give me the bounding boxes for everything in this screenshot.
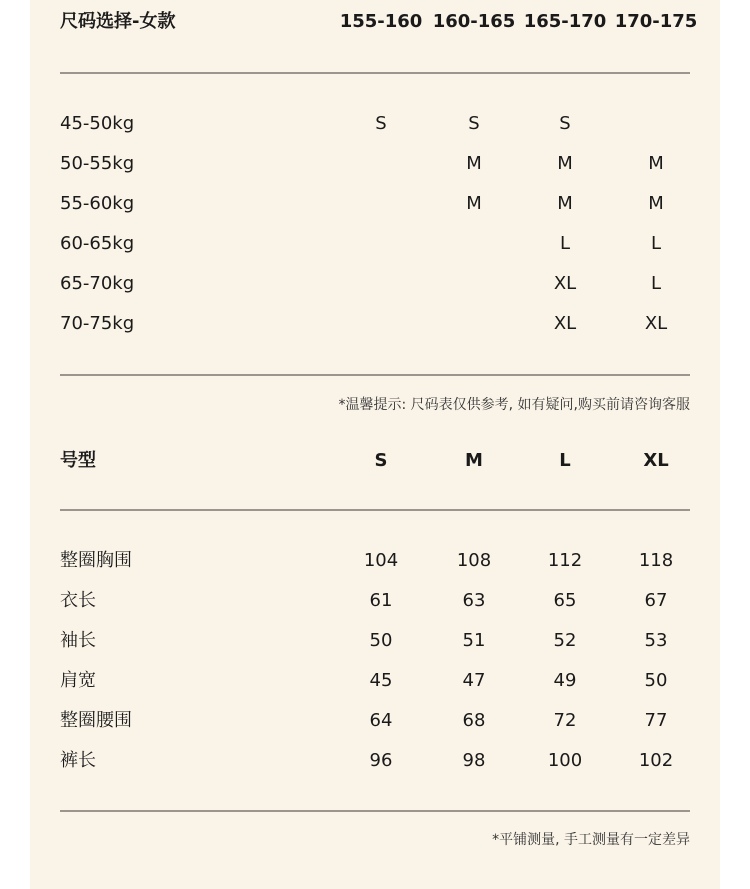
size-cell: XL [553, 273, 577, 294]
measurement-value: 67 [644, 590, 668, 611]
size-cell: M [557, 193, 573, 214]
weight-label: 70-75kg [60, 313, 135, 334]
size-cell: M [557, 153, 573, 174]
measurement-value: 61 [369, 590, 393, 611]
measurement-value: 102 [638, 750, 674, 771]
measurement-value: 98 [462, 750, 486, 771]
divider [60, 810, 690, 812]
measurement-value: 65 [553, 590, 577, 611]
weight-row [60, 309, 690, 339]
measurement-row [60, 706, 690, 736]
size-cell: L [559, 233, 571, 254]
size-type-label: 号型 [60, 450, 96, 471]
measurement-value: 118 [638, 550, 674, 571]
height-range: 160-165 [432, 11, 516, 32]
weight-row [60, 269, 690, 299]
size-header: S [374, 450, 388, 471]
measurement-value: 112 [547, 550, 583, 571]
size-cell: S [468, 113, 480, 134]
size-cell: L [650, 273, 662, 294]
measurement-label: 整圈腰围 [60, 710, 132, 731]
size-cell: S [375, 113, 387, 134]
measurement-value: 51 [462, 630, 486, 651]
size-cell: XL [553, 313, 577, 334]
measurement-value: 72 [553, 710, 577, 731]
size-header: M [465, 450, 483, 471]
size-cell: M [466, 153, 482, 174]
measurement-row [60, 586, 690, 616]
size-cell: XL [644, 313, 668, 334]
weight-label: 65-70kg [60, 273, 135, 294]
weight-label: 55-60kg [60, 193, 135, 214]
measurement-value: 77 [644, 710, 668, 731]
size-cell: L [650, 233, 662, 254]
measurement-value: 45 [369, 670, 393, 691]
measurement-note: *平铺测量, 手工测量有一定差异 [492, 832, 690, 848]
measurement-value: 68 [462, 710, 486, 731]
divider [60, 509, 690, 511]
measurement-value: 49 [553, 670, 577, 691]
measurement-label: 肩宽 [60, 670, 96, 691]
measurement-label: 裤长 [60, 750, 96, 771]
measurement-row [60, 626, 690, 656]
weight-row [60, 189, 690, 219]
height-range: 165-170 [523, 11, 607, 32]
measurement-row [60, 746, 690, 776]
divider [60, 72, 690, 74]
measurement-label: 袖长 [60, 630, 96, 651]
measurement-value: 64 [369, 710, 393, 731]
size-cell: M [648, 193, 664, 214]
weight-row [60, 109, 690, 139]
measurement-value: 100 [547, 750, 583, 771]
measurement-value: 96 [369, 750, 393, 771]
measurement-value: 53 [644, 630, 668, 651]
size-header: L [559, 450, 571, 471]
measurement-value: 50 [644, 670, 668, 691]
weight-label: 60-65kg [60, 233, 135, 254]
measurement-value: 50 [369, 630, 393, 651]
weight-label: 45-50kg [60, 113, 135, 134]
weight-row [60, 229, 690, 259]
size-reference-note: *温馨提示: 尺码表仅供参考, 如有疑问,购买前请咨询客服 [338, 397, 690, 413]
weight-row [60, 149, 690, 179]
measurement-row [60, 546, 690, 576]
measurement-value: 104 [363, 550, 399, 571]
size-select-title: 尺码选择-女款 [60, 11, 176, 32]
weight-label: 50-55kg [60, 153, 135, 174]
size-select-header [60, 7, 698, 37]
measurement-header [60, 446, 690, 476]
size-cell: S [559, 113, 571, 134]
size-cell: M [466, 193, 482, 214]
measurement-value: 63 [462, 590, 486, 611]
size-header: XL [643, 450, 669, 471]
height-range: 170-175 [614, 11, 698, 32]
measurement-value: 47 [462, 670, 486, 691]
measurement-row [60, 666, 690, 696]
height-range: 155-160 [339, 11, 423, 32]
size-cell: M [648, 153, 664, 174]
measurement-value: 52 [553, 630, 577, 651]
measurement-value: 108 [456, 550, 492, 571]
divider [60, 374, 690, 376]
measurement-label: 整圈胸围 [60, 550, 132, 571]
measurement-label: 衣长 [60, 590, 96, 611]
